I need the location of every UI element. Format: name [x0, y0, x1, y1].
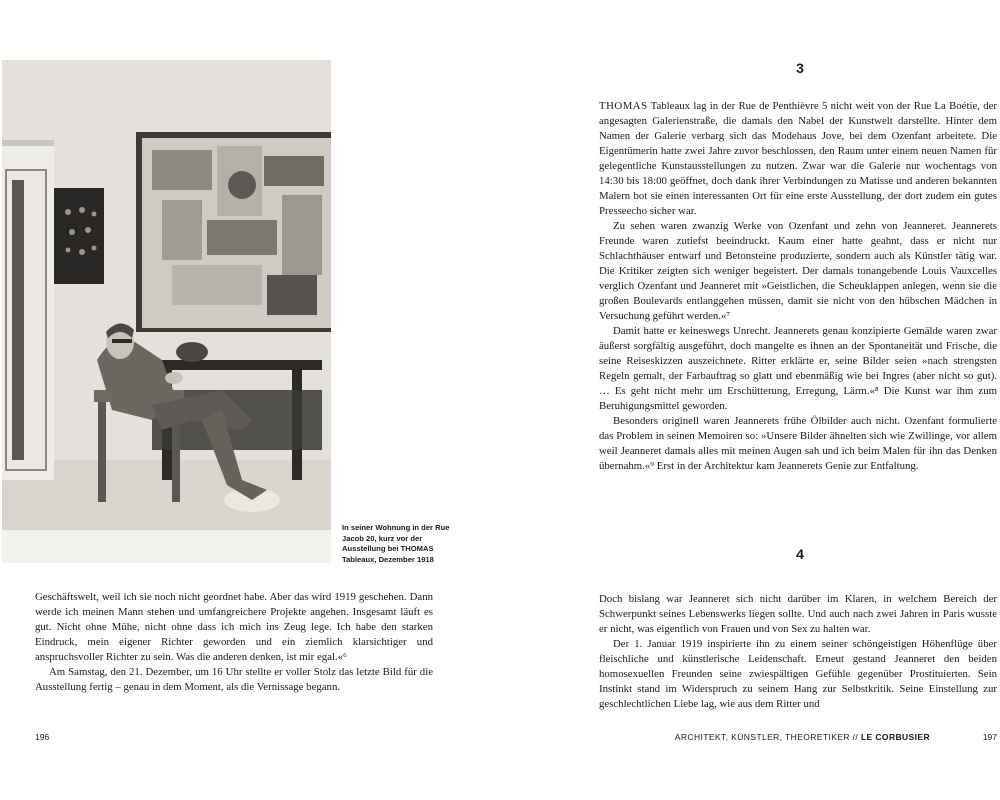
- photo-caption: In seiner Wohnung in der Rue Jacob 20, kurz vor der Ausstellung bei THOMAS Tableaux, Dezember 1918: [342, 523, 450, 564]
- left-body-text: [35, 590, 433, 695]
- chapter-number-3: 3: [796, 60, 804, 76]
- paragraph-rest: Tableaux lag in der Rue de Penthièvre 5 nicht weit von der Rue La Boétie, der angesagten Galerienstraße, die damals den Nabel der Kunstwelt darstellte. Hinter dem Namen der Galerie verbarg sich das Modehaus Jove, bei dem Ozenfant arbeitete. Die Eigentümerin hatte zwei Jahre zuvor beschlossen, den Raum unter einem neuen Namen für gelegentliche Kunstausstellungen zu nutzen. Zwar war die Galerie nur wochentags von 14:30 bis 18:00 geöffnet, doch dank ihrer Verbindungen zu Matisse und anderen bekannten Malern bot sie einen interessanten Ort für eine erste Ausstellung, der dort zudem ein gutes Presseecho sicher war.: [599, 100, 997, 217]
- paragraph: Damit hatte er keineswegs Unrecht. Jeannerets genau konzipierte Gemälde waren zwar äußerst sorgfältig ausgeführt, doch mangelte es ihnen an der Spontaneität und Frische, die seine Reiseskizzen auszeichnete. Ritter erklärte er, seine Bilder seien »nach strengsten Regeln gemalt, der Farbauftrag so glatt und ebenmäßig wie bei Ingres (aber nicht so gut). … Es geht nicht mehr um Erschütterung, Erregung, Lärm.«⁸ Die Kunst war ihm zum Beruhigungsmittel geworden.: [599, 325, 997, 412]
- chapter4-body-text: [599, 592, 997, 712]
- right-page: [500, 0, 1000, 800]
- paragraph: Doch bislang war Jeanneret sich nicht darüber im Klaren, in welchem Bereich der Schwerpunkt seines Lebenswerks liegen sollte. Und auch nach zwei Jahren in Paris wusste er nicht, was eigentlich von Frauen und von Sex zu halten war.: [599, 593, 997, 635]
- running-head-title: ARCHITEKT, KÜNSTLER, THEORETIKER //: [674, 732, 861, 742]
- running-head-name: LE CORBUSIER: [860, 732, 930, 742]
- lead-word: THOMAS: [599, 100, 648, 112]
- paragraph: [599, 99, 997, 219]
- page-number-right: 197: [982, 732, 997, 742]
- running-head: [675, 732, 930, 742]
- photo-illustration: [2, 60, 331, 563]
- paragraph: Zu sehen waren zwanzig Werke von Ozenfant und zehn von Jeanneret. Jeannerets Freunde waren zutiefst beeindruckt. Kaum einer hatte geahnt, dass er nicht nur Schlachthäuser entwarf und Betonsteine produzierte, sondern auch als Künstler tätig war. Die Kritiker zeigten sich weniger begeistert. Der damals tonangebende Louis Vauxcelles verglich Ozenfant und Jeanneret mit »Geistlichen, die Scheuklappen anlegen, wenn sie die großen Boulevards entlanggehen müssen, damit sie nicht von den hübschen Mädchen in Versuchung geführt werden.«⁷: [599, 220, 997, 322]
- paragraph: Besonders originell waren Jeannerets frühe Ölbilder auch nicht. Ozenfant formulierte das Problem in seinen Memoiren so: »Unsere Bilder ähnelten sich wie Zwillinge, vor allem weil Jeanneret damals alles mit meinen Augen sah und ich beim Malen für ihn das Denken übernahm.«⁹ Erst in der Architektur kam Jeannerets Genie zur Entfaltung.: [599, 415, 997, 472]
- historical-photo: [2, 60, 331, 563]
- chapter3-body-text: [599, 99, 997, 474]
- paragraph: Am Samstag, den 21. Dezember, um 16 Uhr stellte er voller Stolz das letzte Bild für die Ausstellung fertig – genau in dem Moment, als die Vernissage begann.: [35, 666, 433, 693]
- page-number-left: 196: [35, 732, 50, 742]
- paragraph: Der 1. Januar 1919 inspirierte ihn zu einem seiner schöngeistigen Höhenflüge über fleischliche und künstlerische Leidenschaft. Erneut gestand Jeanneret den beiden homosexuellen Freunden seine zwiespältigen Gefühle gegenüber Prostituierten. Sein Instinkt stand im Widerspruch zu seinem Hang zur Selbstkritik. Seine Einstellung zur geschlechtlichen Liebe lag, wie aus dem Ritter und: [599, 638, 997, 710]
- chapter-number-4: 4: [796, 546, 804, 562]
- paragraph: Geschäftswelt, weil ich sie noch nicht geordnet habe. Aber das wird 1919 geschehen. Dann werde ich meinen Mann stehen und umfangreichere Projekte angehen. Insgesamt läuft es gut. Nicht ohne Mühe, nicht ohne dass ich mich ins Zeug lege. Ich habe den starken Eindruck, mein eigener Richter geworden und ein ziemlich klarsichtiger und anspruchsvoller Richter zu sein. Was die anderen denken, ist mir egal.«⁶: [35, 591, 433, 663]
